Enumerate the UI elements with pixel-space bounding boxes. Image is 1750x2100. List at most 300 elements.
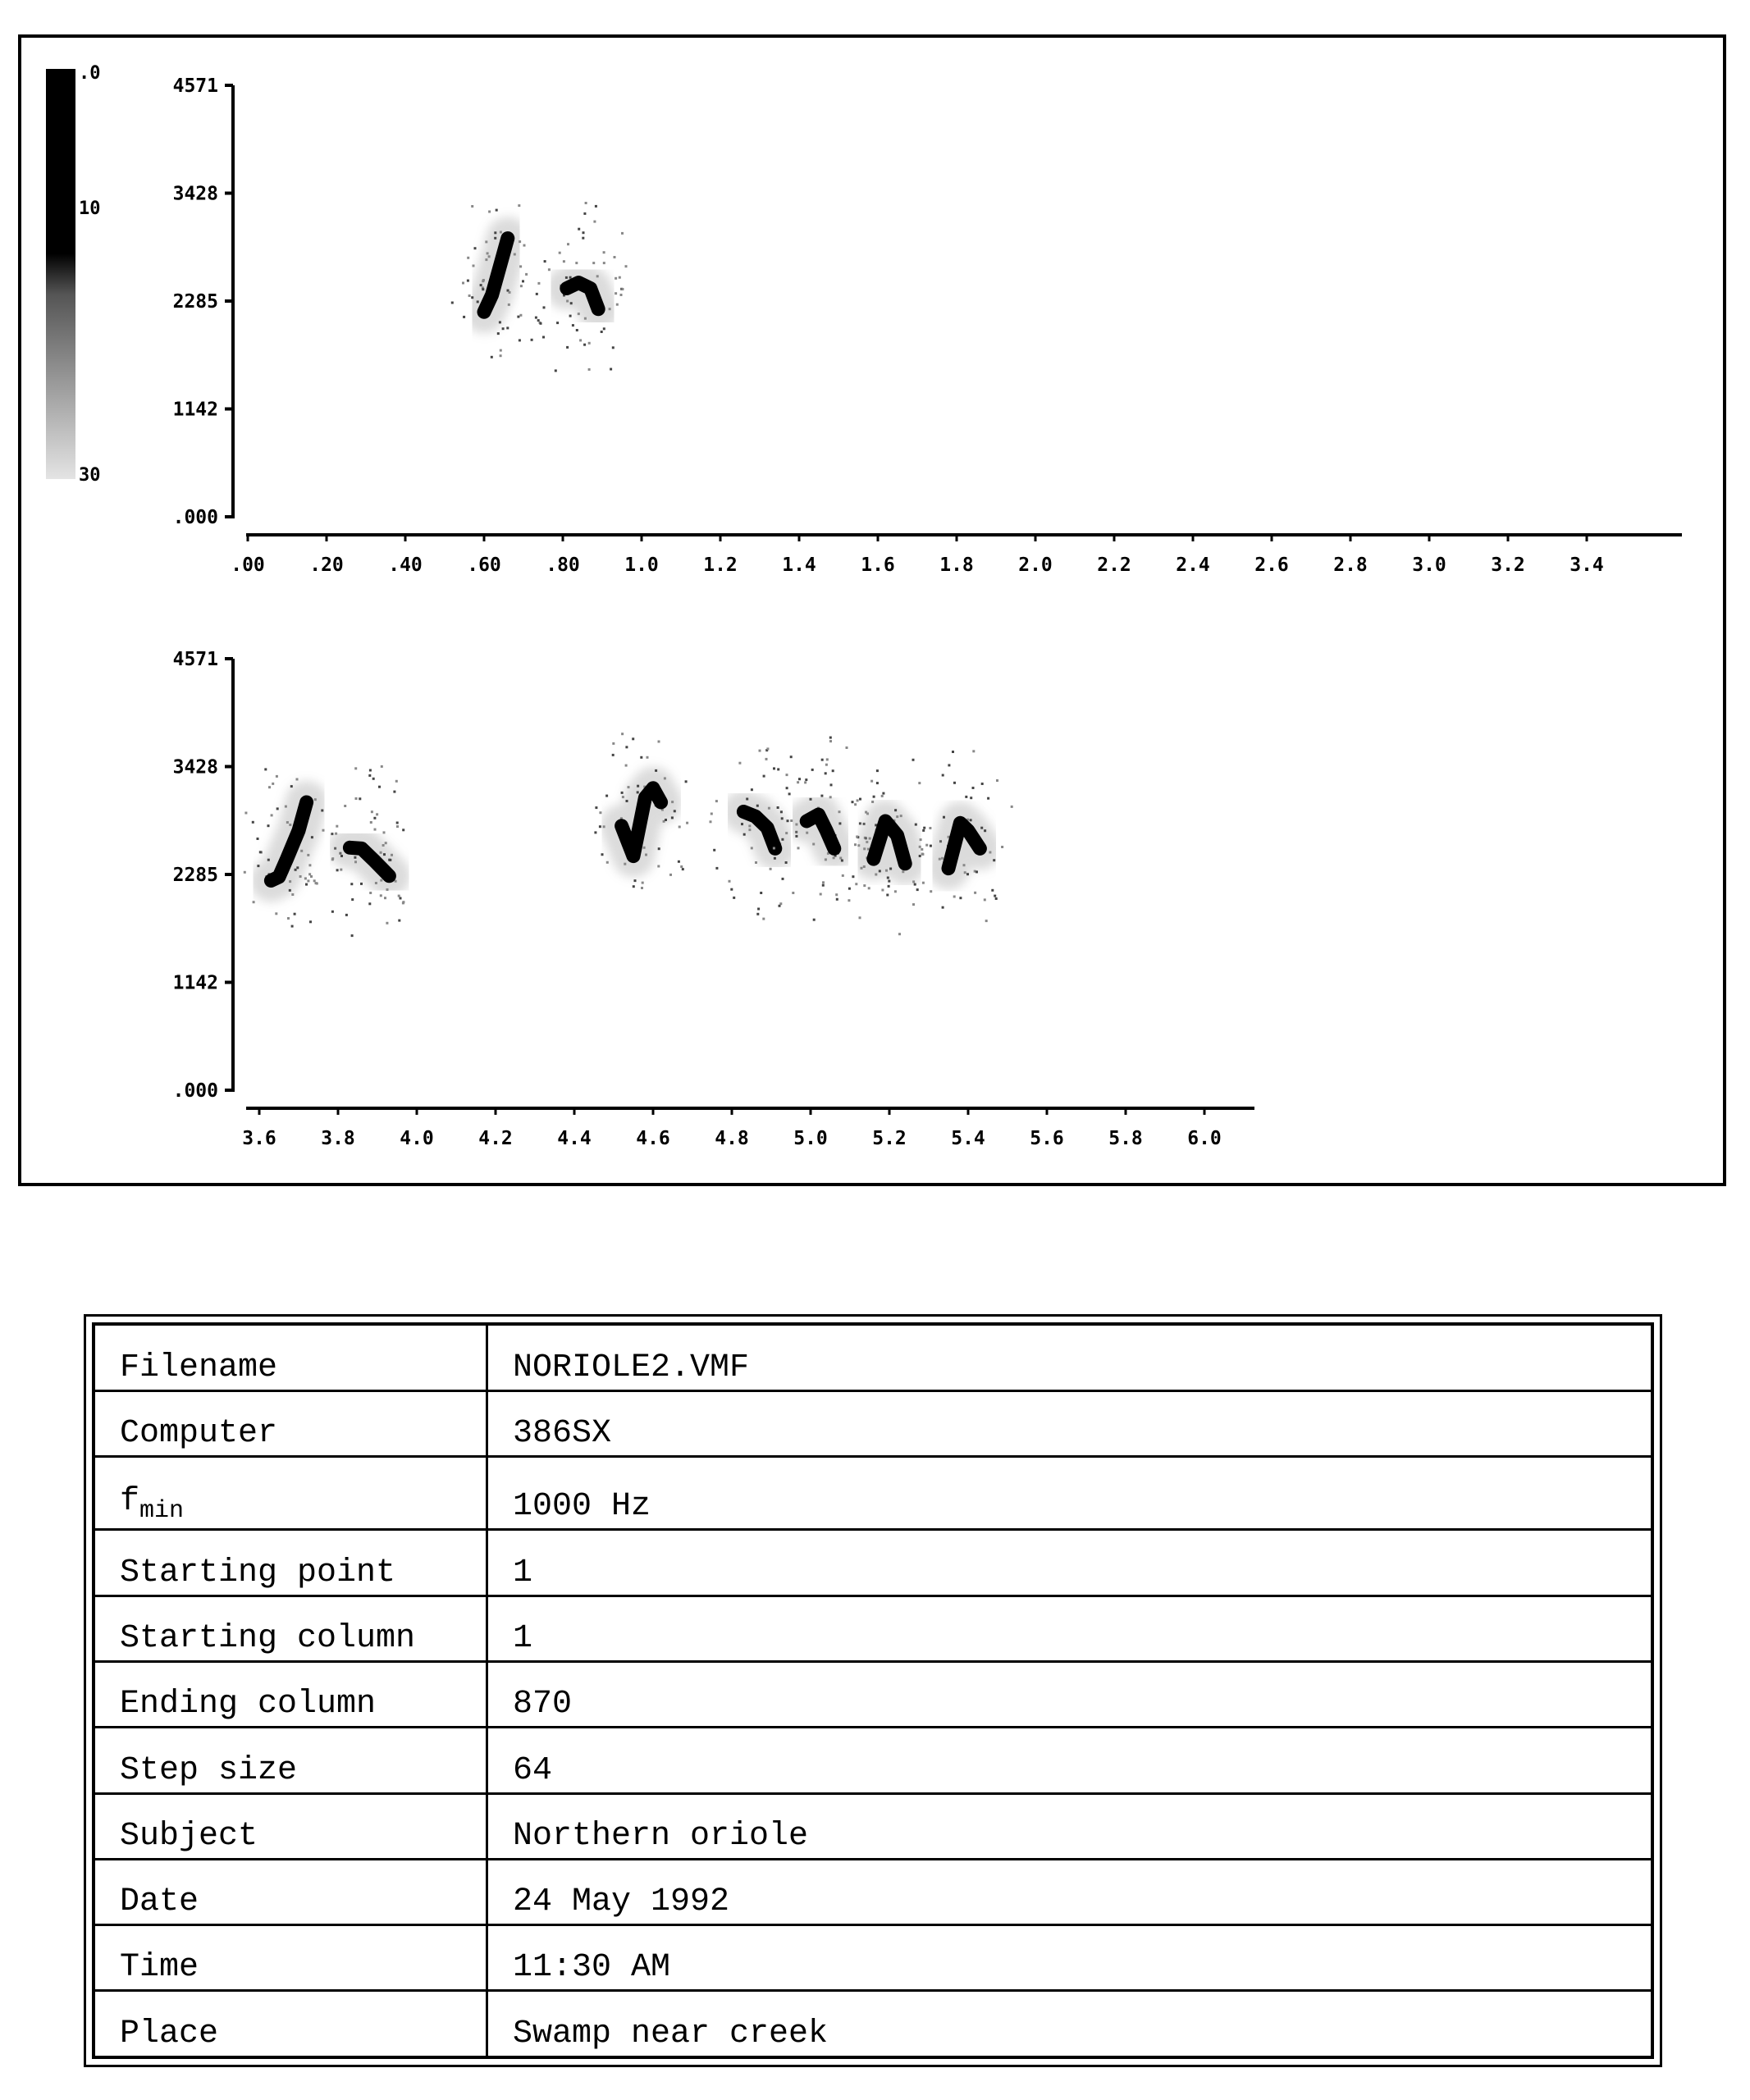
syllable-speckle <box>640 756 642 759</box>
info-value: Swamp near creek <box>487 1991 1653 2057</box>
intensity-scale-bar <box>46 69 75 479</box>
syllable-speckle <box>669 874 672 876</box>
syllable-speckle <box>989 851 991 854</box>
syllable-speckle <box>805 778 807 781</box>
syllable-speckle <box>948 764 950 766</box>
syllable-speckle <box>795 824 797 826</box>
syllable-speckle <box>537 319 540 322</box>
syllable-speckle <box>575 262 578 264</box>
syllable-speckle <box>331 857 334 860</box>
syllable-speckle <box>315 882 318 884</box>
syllable-speckle <box>380 879 382 882</box>
syllable-speckle <box>462 282 464 285</box>
syllable-speckle <box>593 221 596 223</box>
syllable-speckle <box>576 329 578 331</box>
syllable-speckle <box>797 781 799 783</box>
x-tick-label: 5.4 <box>951 1128 985 1149</box>
x-tick-label: 4.2 <box>478 1128 513 1149</box>
syllable-speckle <box>655 769 657 772</box>
info-row <box>94 1324 1652 1390</box>
syllable-speckle <box>993 859 995 861</box>
syllable-speckle <box>519 240 521 243</box>
syllable-speckle <box>658 847 660 850</box>
spectrogram-svg <box>21 38 1723 1183</box>
syllable-speckle <box>835 893 838 896</box>
syllable-speckle <box>535 317 537 319</box>
x-tick-label: .40 <box>388 555 423 576</box>
syllable-speckle <box>985 920 988 922</box>
syllable-speckle <box>619 276 621 279</box>
x-tick-label: 6.0 <box>1187 1128 1222 1149</box>
syllable-speckle <box>710 820 712 823</box>
syllable-speckle <box>680 865 683 868</box>
syllable-speckle <box>389 859 391 861</box>
syllable-speckle <box>497 332 500 335</box>
syllable-speckle <box>395 780 398 783</box>
syllable-speckle <box>514 253 516 256</box>
info-value: 11:30 AM <box>487 1925 1653 1991</box>
syllable-speckle <box>942 906 944 909</box>
syllable-speckle <box>856 836 858 838</box>
syllable-speckle <box>594 831 596 833</box>
syllable-speckle <box>711 813 713 815</box>
syllable-speckle <box>603 327 605 330</box>
info-key-text: Starting point <box>120 1554 396 1591</box>
y-tick-label: 3428 <box>172 756 218 778</box>
syllable-speckle <box>578 313 580 315</box>
syllable-speckle <box>912 903 915 906</box>
y-tick-label: 4571 <box>172 649 218 670</box>
syllable-speckle <box>267 859 270 861</box>
info-row <box>94 1991 1652 2057</box>
syllable-speckle <box>276 807 279 810</box>
syllable-speckle <box>879 870 881 872</box>
syllable-speckle <box>889 868 892 870</box>
syllable-speckle <box>779 902 782 905</box>
syllable-speckle <box>371 810 373 813</box>
syllable-speckle <box>863 847 866 850</box>
syllable-speckle <box>626 800 628 802</box>
syllable-speckle <box>595 205 597 208</box>
syllable-speckle <box>798 778 801 780</box>
syllable-speckle <box>354 767 357 769</box>
syllable-speckle <box>773 847 775 850</box>
syllable-speckle <box>485 258 487 261</box>
syllable-speckle <box>733 897 735 899</box>
syllable-speckle <box>921 848 923 851</box>
syllable-speckle <box>584 317 587 320</box>
intensity-scale <box>46 63 101 486</box>
syllable-speckle <box>572 324 574 326</box>
info-key <box>94 1793 487 1859</box>
syllable-speckle <box>963 864 966 866</box>
syllable-speckle <box>888 880 890 883</box>
x-tick-label: .00 <box>231 555 265 576</box>
syllable-speckle <box>838 822 841 824</box>
syllable-speckle <box>795 835 797 838</box>
x-tick-label: 1.4 <box>782 555 816 576</box>
syllable-speckle <box>797 847 800 849</box>
syllable-speckle <box>773 767 775 769</box>
x-tick-label: 2.8 <box>1333 555 1368 576</box>
syllable-speckle <box>658 741 660 743</box>
syllable-speckle <box>765 758 768 760</box>
syllable-speckle <box>825 858 827 861</box>
syllable-speckle <box>912 880 915 883</box>
info-row <box>94 1728 1652 1793</box>
spectrogram-bottom <box>173 649 1254 1149</box>
syllable-speckle <box>620 294 623 296</box>
syllable-speckle <box>790 756 793 758</box>
syllable-speckle <box>500 349 502 352</box>
syllable-speckle <box>777 768 779 770</box>
syllable-speckle <box>307 879 309 882</box>
syllable-speckle <box>520 285 523 287</box>
syllable-speckle <box>806 832 808 834</box>
syllable-speckle <box>632 737 634 740</box>
syllable-speckle <box>603 825 605 828</box>
syllable-speckle <box>370 821 372 824</box>
syllable-speckle <box>777 806 779 809</box>
syllable-speckle <box>811 769 814 771</box>
syllable-speckle <box>755 861 757 864</box>
syllable-speckle <box>715 867 718 870</box>
syllable-speckle <box>354 856 356 859</box>
syllable-speckle <box>615 292 617 294</box>
syllable-speckle <box>304 877 307 879</box>
syllable-speckle <box>919 846 921 848</box>
syllable-speckle <box>838 810 841 813</box>
info-value: 1 <box>487 1596 1653 1661</box>
syllable-speckle <box>875 874 877 876</box>
syllable-speckle <box>276 775 278 778</box>
syllable-speckle <box>275 912 277 915</box>
syllable-speckle <box>606 861 609 864</box>
syllable-speckle <box>471 296 473 299</box>
syllable-speckle <box>463 316 465 318</box>
info-row <box>94 1661 1652 1727</box>
syllable-speckle <box>830 783 833 786</box>
y-tick-label: 1142 <box>172 399 218 421</box>
syllable-speckle <box>359 797 361 800</box>
info-row <box>94 1925 1652 1991</box>
syllable-speckle <box>854 843 857 846</box>
info-key <box>94 1324 487 1390</box>
info-row <box>94 1456 1652 1530</box>
syllable-speckle <box>360 883 363 885</box>
syllable-speckle <box>894 809 897 811</box>
syllable-speckle <box>599 825 601 828</box>
syllable-speckle <box>567 243 569 245</box>
syllable-speckle <box>974 892 976 894</box>
syllable-speckle <box>615 277 617 280</box>
syllable-speckle <box>832 769 834 772</box>
info-key-text: f <box>120 1483 140 1521</box>
syllable-speckle <box>930 890 932 892</box>
syllable-speckle <box>859 798 861 801</box>
syllable-speckle <box>570 302 573 304</box>
syllable-speckle <box>781 817 784 819</box>
syllable-speckle <box>841 860 843 862</box>
syllable-speckle <box>285 806 287 808</box>
syllable-speckle <box>857 799 859 801</box>
syllable-speckle <box>925 844 928 847</box>
syllable-speckle <box>759 750 761 752</box>
syllable-speckle <box>774 857 776 860</box>
syllable-speckle <box>665 819 667 821</box>
syllable-speckle <box>810 798 812 801</box>
syllable-speckle <box>286 821 289 824</box>
syllable-speckle <box>467 257 469 259</box>
syllable-speckle <box>519 339 521 341</box>
spectrogram-top <box>173 75 1682 576</box>
syllable-speckle <box>1011 806 1013 808</box>
x-tick-label: 3.2 <box>1491 555 1525 576</box>
info-key <box>94 1728 487 1793</box>
syllable-speckle <box>633 885 635 888</box>
info-key <box>94 1661 487 1727</box>
syllable-speckle <box>355 797 358 800</box>
syllable-speckle <box>351 934 354 937</box>
syllable-speckle <box>396 822 399 824</box>
syllable-speckle <box>336 869 339 871</box>
syllable-speckle <box>984 898 986 901</box>
info-key-text: Time <box>120 1949 199 1987</box>
syllable-speckle <box>920 838 922 841</box>
syllable-speckle <box>782 878 784 880</box>
syllable-speckle <box>826 758 829 760</box>
syllable-speckle <box>252 821 254 824</box>
syllable-speckle <box>984 829 986 832</box>
syllable-speckle <box>741 823 743 825</box>
info-table <box>92 1322 1654 2059</box>
syllable-speckle <box>603 251 605 253</box>
scale-label-top: .0 <box>79 63 101 84</box>
syllable-speckle <box>972 787 975 789</box>
syllable-speckle <box>825 764 828 766</box>
syllable-speckle <box>592 262 595 264</box>
syllable-speckle <box>369 892 372 894</box>
syllable-speckle <box>671 816 674 819</box>
syllable-speckle <box>296 866 299 869</box>
syllable-speckle <box>804 781 806 783</box>
syllable-speckle <box>751 847 753 849</box>
syllable-speckle <box>738 762 741 765</box>
syllable-speckle <box>488 255 491 258</box>
syllable-speckle <box>253 901 255 903</box>
syllable-speckle <box>642 882 644 884</box>
syllable-speckle <box>259 851 262 853</box>
syllable-speckle <box>542 336 545 339</box>
syllable-speckle <box>257 838 259 840</box>
info-key <box>94 1859 487 1924</box>
syllable-speckle <box>919 855 921 857</box>
syllable-speckle <box>311 836 313 838</box>
syllable-speckle <box>888 885 890 888</box>
x-tick-label: 1.6 <box>861 555 895 576</box>
syllable-speckle <box>664 777 666 779</box>
x-tick-label: 5.6 <box>1030 1128 1064 1149</box>
syllable-speckle <box>290 785 293 788</box>
syllable-speckle <box>886 894 889 897</box>
syllable-speckle <box>295 869 297 871</box>
syllable-speckle <box>380 851 382 854</box>
syllable-speckle <box>682 868 684 870</box>
info-row <box>94 1793 1652 1859</box>
syllable-speckle <box>756 913 759 915</box>
info-key <box>94 1456 487 1530</box>
x-tick-label: .20 <box>309 555 344 576</box>
syllable-speckle <box>585 202 587 204</box>
syllable-speckle <box>952 751 954 753</box>
x-tick-label: 1.0 <box>624 555 659 576</box>
syllable-speckle <box>257 865 259 867</box>
info-row <box>94 1530 1652 1596</box>
x-tick-label: 3.8 <box>321 1128 355 1149</box>
syllable-speckle <box>970 797 972 799</box>
syllable-speckle <box>601 853 604 856</box>
syllable-speckle <box>637 791 639 793</box>
syllable-speckle <box>900 815 902 817</box>
syllable-speckle <box>271 814 273 816</box>
syllable-speckle <box>603 262 605 264</box>
syllable-speckle <box>555 369 557 372</box>
syllable-speckle <box>583 231 585 234</box>
syllable-speckle <box>351 898 354 901</box>
syllable-speckle <box>859 916 861 919</box>
x-tick-label: .60 <box>467 555 501 576</box>
syllable-speckle <box>308 873 311 875</box>
info-value: 24 May 1992 <box>487 1859 1653 1924</box>
x-tick-label: 4.0 <box>400 1128 434 1149</box>
info-key <box>94 1390 487 1456</box>
syllable-speckle <box>467 280 469 282</box>
syllable-speckle <box>852 875 854 878</box>
syllable-speckle <box>289 880 291 883</box>
syllable-speckle <box>966 873 969 875</box>
syllable-speckle <box>383 853 386 856</box>
syllable-speckle <box>822 881 825 883</box>
syllable-speckle <box>898 933 901 935</box>
syllable-speckle <box>565 276 568 279</box>
syllable-speckle <box>836 898 838 901</box>
syllable-speckle <box>536 293 538 295</box>
info-key-text: Step size <box>120 1751 298 1789</box>
syllable-speckle <box>930 845 932 847</box>
syllable-speckle <box>340 869 342 871</box>
syllable-speckle <box>829 737 832 739</box>
syllable-speckle <box>485 240 487 243</box>
syllable-speckle <box>331 911 334 913</box>
syllable-speckle <box>785 832 788 834</box>
syllable-speckle <box>881 795 884 797</box>
syllable-speckle <box>729 880 731 883</box>
syllable-speckle <box>781 838 784 841</box>
syllable-speckle <box>674 810 676 812</box>
info-key <box>94 1991 487 2057</box>
syllable-speckle <box>624 863 626 865</box>
syllable-speckle <box>994 895 996 897</box>
syllable-speckle <box>373 817 376 819</box>
info-value: Northern oriole <box>487 1793 1653 1859</box>
syllable-speckle <box>308 864 311 866</box>
syllable-speckle <box>583 212 586 215</box>
syllable-speckle <box>531 339 533 341</box>
syllable-speckle <box>671 801 674 803</box>
syllable-speckle <box>953 782 956 784</box>
syllable-speckle <box>522 280 524 282</box>
syllable-speckle <box>625 765 628 767</box>
x-tick-label: 1.2 <box>703 555 738 576</box>
syllable-speckle <box>569 315 572 317</box>
syllable-speckle <box>996 779 998 782</box>
syllable-speckle <box>499 321 501 323</box>
syllable-speckle <box>398 920 400 922</box>
syllable-speckle <box>294 913 296 915</box>
syllable-speckle <box>614 256 616 258</box>
syllable-speckle <box>381 765 383 768</box>
syllable-speckle <box>748 824 751 827</box>
y-tick-label: .000 <box>172 507 218 528</box>
info-key-text: Ending column <box>120 1686 377 1723</box>
info-key-text: Starting column <box>120 1619 416 1657</box>
syllable-speckle <box>881 889 884 892</box>
syllable-speckle <box>494 237 496 240</box>
y-tick-label: 2285 <box>172 291 218 313</box>
syllable-speckle <box>559 252 561 254</box>
syllable-speckle <box>822 884 825 887</box>
syllable-speckle <box>780 810 783 813</box>
syllable-speckle <box>244 871 246 874</box>
x-tick-label: 4.8 <box>715 1128 749 1149</box>
syllable-speckle <box>972 750 975 752</box>
syllable-speckle <box>743 833 746 836</box>
info-key <box>94 1596 487 1661</box>
syllable-speckle <box>730 888 733 891</box>
y-tick-label: 3428 <box>172 183 218 205</box>
info-key-text: Place <box>120 2016 219 2052</box>
syllable-speckle <box>848 899 850 902</box>
syllable-speckle <box>820 893 822 896</box>
syllable-speckle <box>267 824 270 827</box>
syllable-speckle <box>976 870 978 873</box>
syllable-speckle <box>871 801 874 803</box>
syllable-speckle <box>628 786 630 788</box>
info-key-text: Date <box>120 1883 199 1921</box>
syllable-speckle <box>578 228 580 231</box>
syllable-speckle <box>868 887 870 889</box>
syllable-speckle <box>939 858 941 861</box>
syllable-speckle <box>621 288 624 290</box>
y-tick-label: .000 <box>172 1080 218 1102</box>
syllable-speckle <box>896 815 898 818</box>
syllable-speckle <box>395 880 397 883</box>
syllable-speckle <box>876 782 879 784</box>
y-tick-label: 4571 <box>172 75 218 97</box>
syllable-speckle <box>870 780 873 783</box>
syllable-speckle <box>859 822 861 824</box>
syllable-speckle <box>980 827 983 829</box>
syllable-speckle <box>637 785 639 788</box>
syllable-speckle <box>543 306 546 308</box>
syllable-speckle <box>596 275 599 277</box>
syllable-speckle <box>291 893 294 896</box>
syllable-speckle <box>494 231 496 234</box>
syllable-speckle <box>523 244 526 247</box>
syllable-speckle <box>882 792 884 795</box>
syllable-speckle <box>491 356 493 358</box>
recording-info-table <box>84 1314 1662 2067</box>
